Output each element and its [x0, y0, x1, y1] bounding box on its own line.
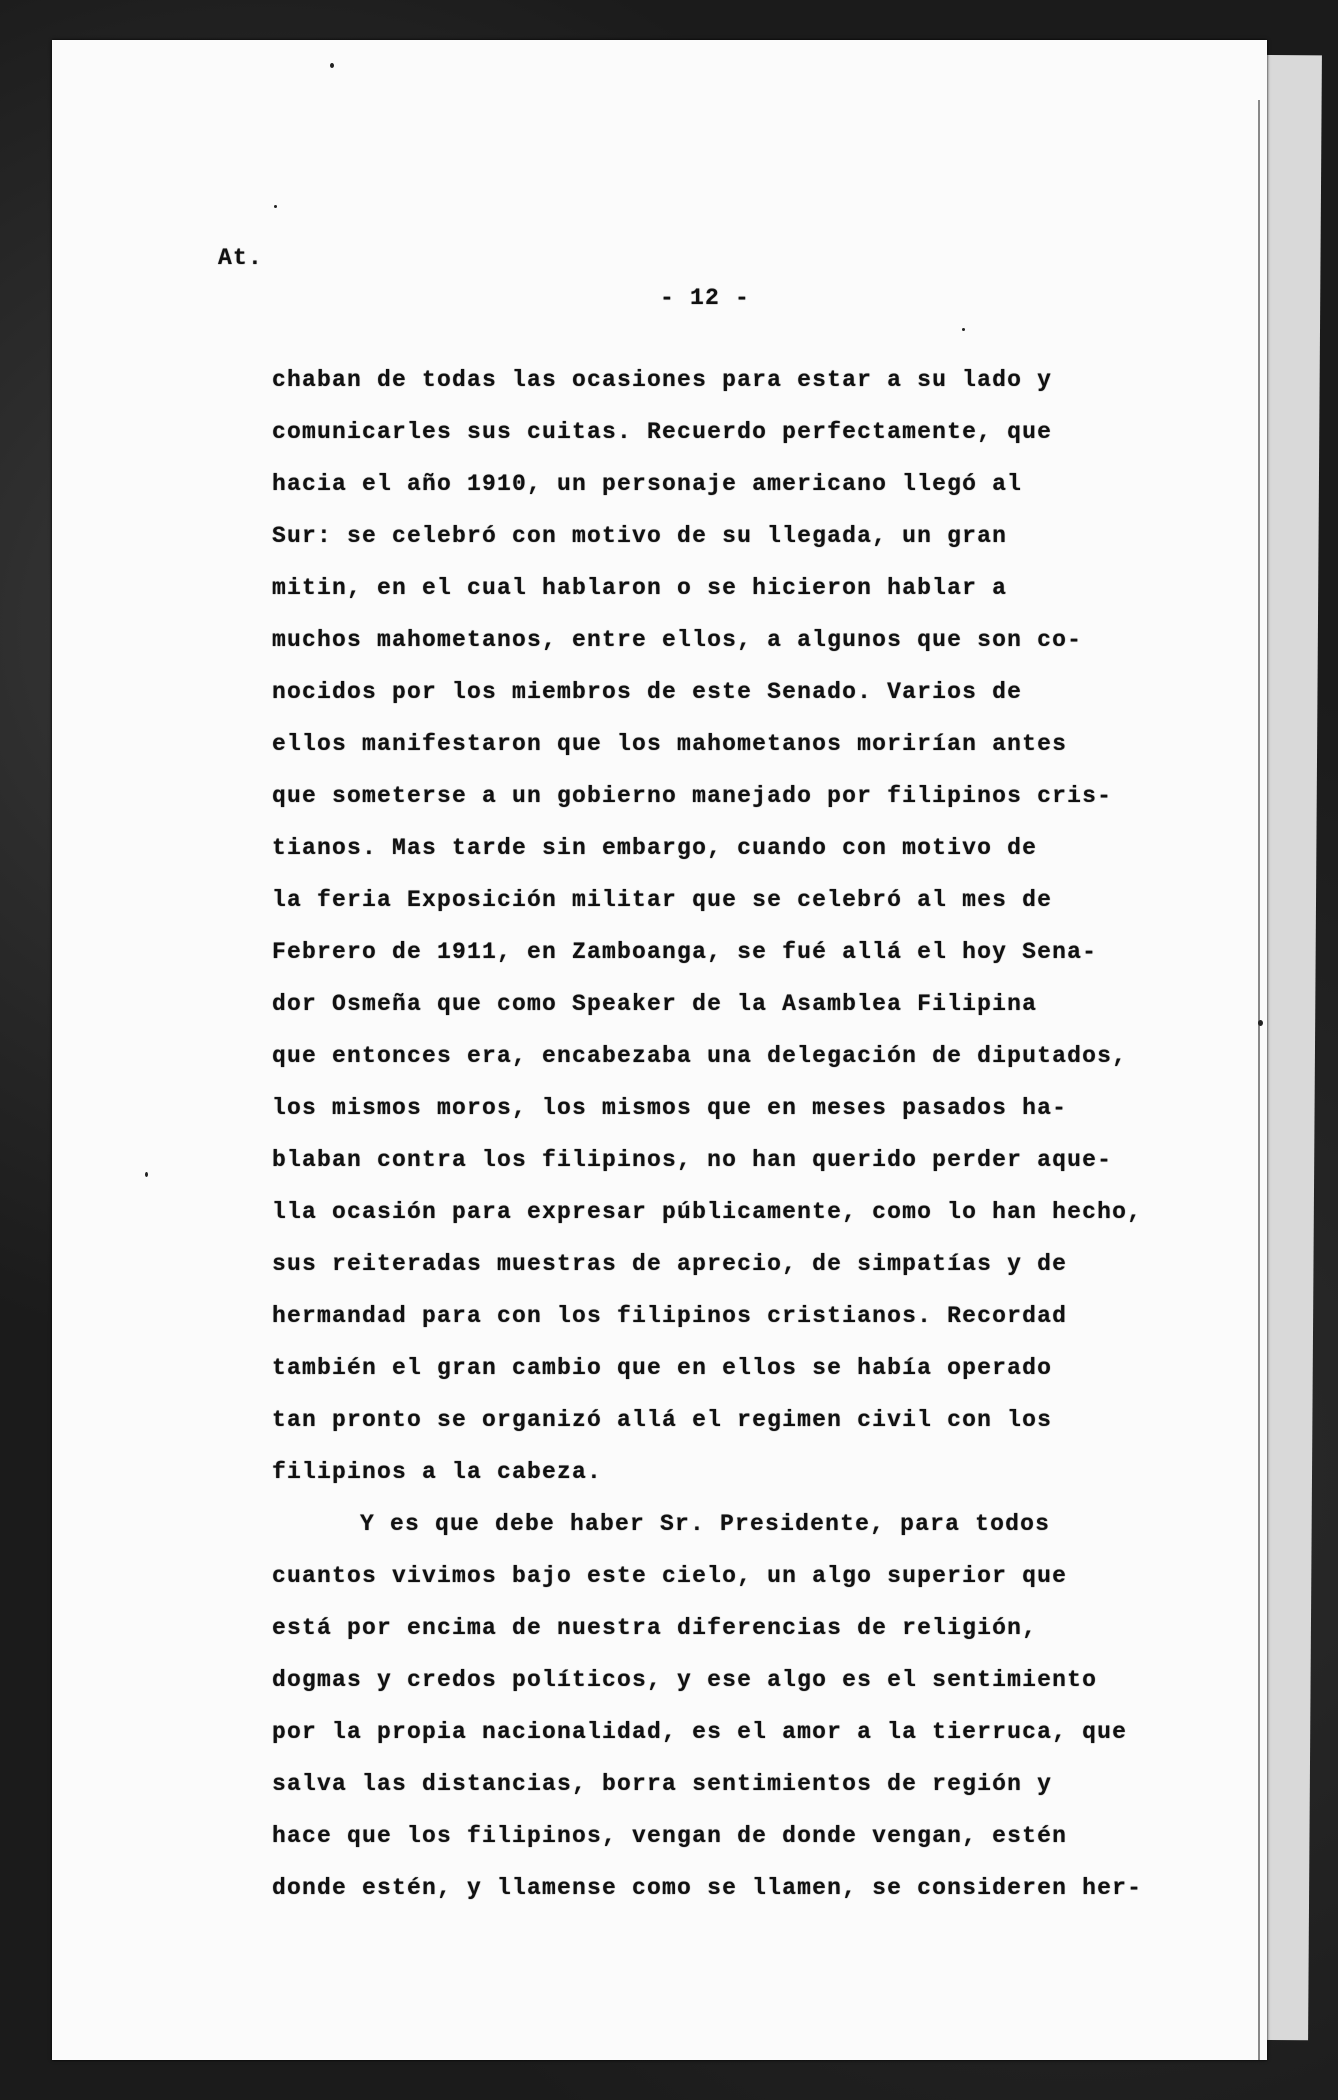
text-line: chaban de todas las ocasiones para estar a su lado y [272, 367, 1053, 393]
text-line: que someterse a un gobierno manejado por filipinos cris- [272, 783, 1113, 809]
text-line: tianos. Mas tarde sin embargo, cuando con motivo de [272, 835, 1038, 861]
scan-speck [274, 205, 277, 208]
text-line: sus reiteradas muestras de aprecio, de simpatías y de [272, 1251, 1068, 1277]
text-line: está por encima de nuestra diferencias de religión, [272, 1615, 1038, 1641]
text-line: que entonces era, encabezaba una delegación de diputados, [272, 1043, 1128, 1069]
text-line: blaban contra los filipinos, no han querido perder aque- [272, 1147, 1113, 1173]
text-line: cuantos vivimos bajo este cielo, un algo superior que [272, 1563, 1068, 1589]
text-line: donde estén, y llamense como se llamen, se consideren her- [272, 1875, 1143, 1901]
scan-speck [962, 328, 965, 331]
text-line: muchos mahometanos, entre ellos, a algunos que son co- [272, 627, 1083, 653]
page-number: - 12 - [660, 285, 751, 311]
text-line: dor Osmeña que como Speaker de la Asamblea Filipina [272, 991, 1038, 1017]
text-line: Y es que debe haber Sr. Presidente, para todos [360, 1511, 1051, 1537]
text-line: dogmas y credos políticos, y ese algo es el sentimiento [272, 1667, 1098, 1693]
text-line: hacia el año 1910, un personaje americano llegó al [272, 471, 1023, 497]
text-line: salva las distancias, borra sentimientos de región y [272, 1771, 1053, 1797]
text-line: nocidos por los miembros de este Senado. Varios de [272, 679, 1023, 705]
scan-speck [145, 1172, 148, 1177]
scan-speck [1258, 1020, 1263, 1026]
scan-speck [330, 63, 334, 68]
text-line: ellos manifestaron que los mahometanos morirían antes [272, 731, 1068, 757]
text-line: Febrero de 1911, en Zamboanga, se fué allá el hoy Sena- [272, 939, 1098, 965]
text-line: hace que los filipinos, vengan de donde vengan, estén [272, 1823, 1068, 1849]
text-line: filipinos a la cabeza. [272, 1459, 603, 1485]
typist-initials: At. [218, 245, 264, 271]
text-line: la feria Exposición militar que se celebró al mes de [272, 887, 1053, 913]
text-line: mitin, en el cual hablaron o se hicieron hablar a [272, 575, 1008, 601]
text-line: comunicarles sus cuitas. Recuerdo perfectamente, que [272, 419, 1053, 445]
text-line: Sur: se celebró con motivo de su llegada, un gran [272, 523, 1008, 549]
text-line: por la propia nacionalidad, es el amor a la tierruca, que [272, 1719, 1128, 1745]
text-line: lla ocasión para expresar públicamente, como lo han hecho, [272, 1199, 1143, 1225]
text-line: también el gran cambio que en ellos se había operado [272, 1355, 1053, 1381]
text-line: tan pronto se organizó allá el regimen civil con los [272, 1407, 1053, 1433]
text-line: los mismos moros, los mismos que en meses pasados ha- [272, 1095, 1068, 1121]
text-line: hermandad para con los filipinos cristianos. Recordad [272, 1303, 1068, 1329]
